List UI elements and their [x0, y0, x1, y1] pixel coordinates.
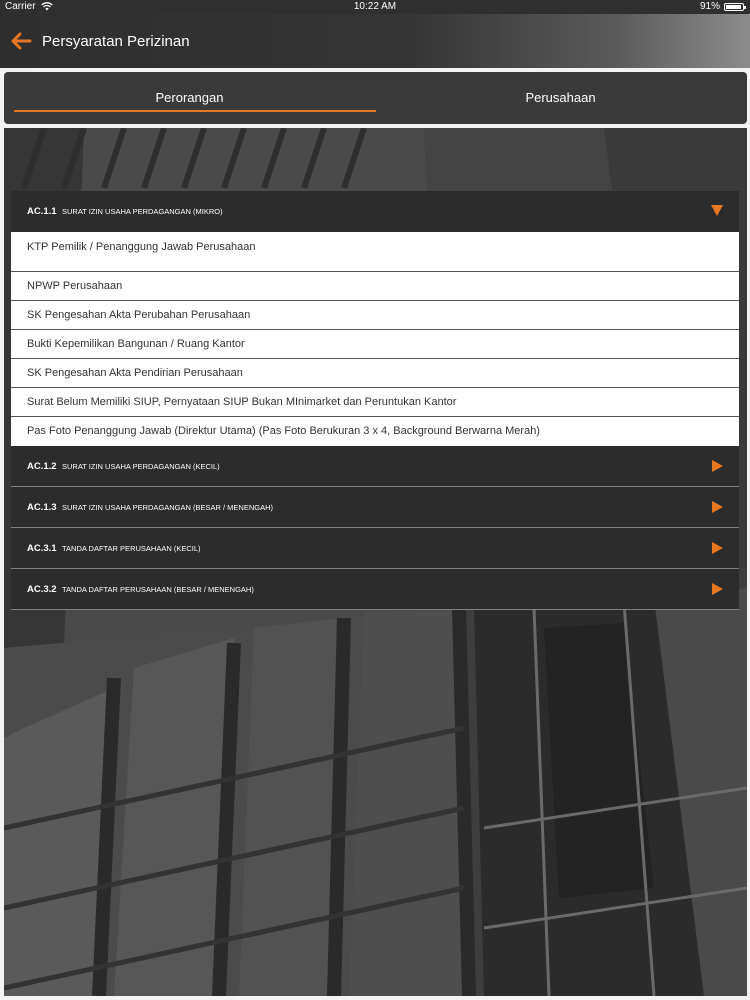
- section-code: AC.1.1: [27, 206, 57, 217]
- accordion-header-ac-1-1[interactable]: [11, 191, 739, 232]
- section-code: AC.1.3: [27, 502, 57, 513]
- section-code: AC.1.2: [27, 461, 57, 472]
- section-title: SURAT IZIN USAHA PERDAGANGAN (MIKRO): [62, 207, 223, 216]
- section-code: AC.3.1: [27, 543, 57, 554]
- list-item: SK Pengesahan Akta Perubahan Perusahaan: [11, 301, 739, 330]
- app-header: [0, 14, 750, 68]
- content-area: [4, 128, 747, 996]
- triangle-right-icon: [712, 460, 723, 472]
- requirements-list: [11, 232, 739, 446]
- triangle-right-icon: [712, 501, 723, 513]
- accordion-header-ac-3-2[interactable]: [11, 569, 739, 610]
- accordion-header-ac-1-3[interactable]: [11, 487, 739, 528]
- list-item: SK Pengesahan Akta Pendirian Perusahaan: [11, 359, 739, 388]
- list-item: KTP Pemilik / Penanggung Jawab Perusahaan: [11, 232, 739, 272]
- triangle-right-icon: [712, 583, 723, 595]
- tab-bar: [4, 72, 747, 124]
- list-item: Bukti Kepemilikan Bangunan / Ruang Kantor: [11, 330, 739, 359]
- section-title: TANDA DAFTAR PERUSAHAAN (KECIL): [62, 544, 201, 553]
- list-item: NPWP Perusahaan: [11, 272, 739, 301]
- section-title: SURAT IZIN USAHA PERDAGANGAN (KECIL): [62, 462, 220, 471]
- accordion-header-ac-3-1[interactable]: [11, 528, 739, 569]
- section-code: AC.3.2: [27, 584, 57, 595]
- page-title: Persyaratan Perizinan: [42, 33, 190, 50]
- battery-icon: [724, 3, 744, 11]
- section-title: TANDA DAFTAR PERUSAHAAN (BESAR / MENENGAH): [62, 585, 254, 594]
- back-button[interactable]: [10, 31, 32, 51]
- list-item: Pas Foto Penanggung Jawab (Direktur Utama) (Pas Foto Berukuran 3 x 4, Background Berwarna Merah): [27, 425, 540, 437]
- triangle-down-icon: [711, 205, 723, 216]
- section-title: SURAT IZIN USAHA PERDAGANGAN (BESAR / MENENGAH): [62, 503, 274, 512]
- status-right: [700, 1, 744, 12]
- arrow-left-icon: [10, 31, 32, 51]
- list-item: Surat Belum Memiliki SIUP, Pernyataan SIUP Bukan MInimarket dan Peruntukan Kantor: [11, 388, 739, 417]
- requirements-accordion: [11, 191, 739, 610]
- accordion-header-ac-1-2[interactable]: [11, 446, 739, 487]
- status-time: 10:22 AM: [353, 1, 397, 12]
- carrier-label: Carrier: [5, 1, 36, 12]
- battery-percent: 91%: [699, 1, 720, 12]
- triangle-right-icon: [712, 542, 723, 554]
- tab-perusahaan[interactable]: Perusahaan: [525, 90, 596, 105]
- status-bar: [0, 0, 750, 14]
- tab-perorangan[interactable]: Perorangan: [155, 90, 224, 105]
- active-tab-indicator: [14, 110, 376, 112]
